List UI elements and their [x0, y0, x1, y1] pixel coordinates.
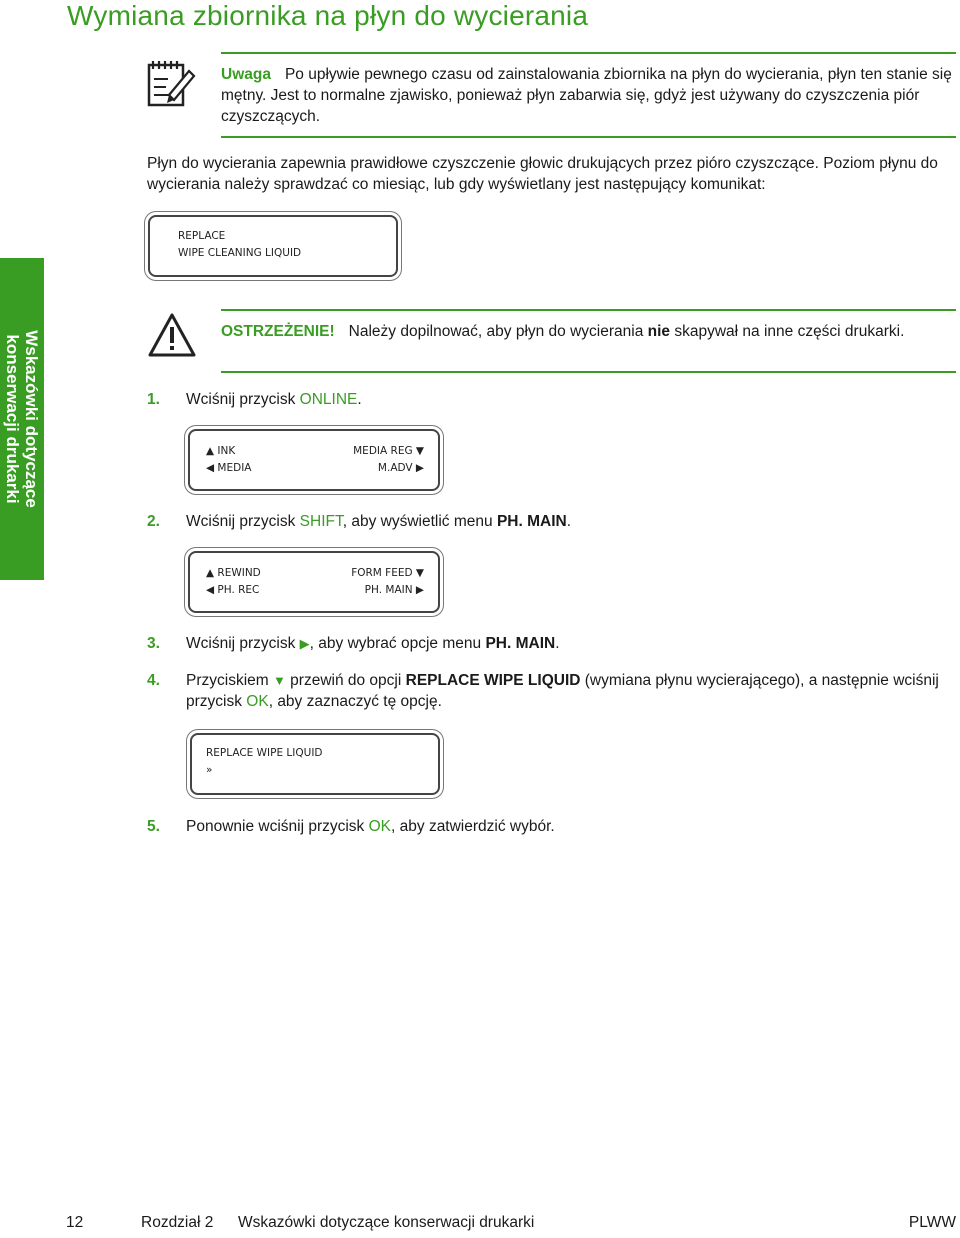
option-name: REPLACE WIPE LIQUID [405, 672, 581, 689]
note-text: Po upływie pewnego czasu od zainstalowania zbiornika na płyn do wycierania, płyn ten stanie się mętny. Jest to normalne zjawisko, ponieważ płyn zabarwia się, gdyż jest używany do czyszczenia piór czyszczących. [221, 66, 952, 125]
key-shift: SHIFT [299, 513, 343, 530]
warning-text-bold: nie [647, 323, 671, 340]
lcd-line-2: WIPE CLEANING LIQUID [178, 247, 302, 259]
note-bottom-rule [221, 136, 956, 138]
side-tab-line-1: Wskazówki dotyczące [22, 330, 41, 508]
lcd-online-menu [188, 429, 440, 491]
note-label: Uwaga [221, 66, 271, 83]
step-text: . [555, 635, 560, 652]
lcd-bottom-right: PH. MAIN ▶ [364, 584, 424, 596]
warning-top-rule [221, 309, 956, 311]
warning-paragraph [221, 321, 956, 342]
lcd-replace-wipe-liquid [190, 733, 440, 795]
lcd-bottom-right: M.ADV ▶ [377, 462, 424, 474]
lcd-top-left: ▲ INK [206, 445, 236, 457]
step-text: . [566, 513, 571, 530]
step-text: . [357, 391, 362, 408]
warning-text-1: Należy dopilnować, aby płyn do wycierania [348, 323, 648, 340]
key-online: ONLINE [299, 391, 358, 408]
step-text: (wymiana płynu wycierającego), a następnie wciśnij przycisk [186, 672, 939, 710]
lcd-bottom-left: ◀ MEDIA [206, 462, 252, 474]
lcd-top-right: FORM FEED ▼ [351, 567, 424, 579]
lcd-line-2: » [206, 764, 213, 776]
step-text: , aby zatwierdzić wybór. [391, 818, 555, 835]
footer-chapter: Rozdział 2 [141, 1214, 214, 1231]
step-number: 1. [147, 391, 160, 408]
lcd-top-left: ▲ REWIND [206, 567, 261, 579]
step-text: , aby wybrać opcje menu [309, 635, 486, 652]
menu-name: PH. MAIN [485, 635, 556, 652]
warning-label: OSTRZEŻENIE! [221, 323, 335, 340]
lcd-shift-menu [188, 551, 440, 613]
lcd-line-1: REPLACE [178, 230, 226, 242]
step-number: 5. [147, 818, 160, 835]
step-number: 4. [147, 672, 160, 689]
warning-text-2: skapywał na inne części drukarki. [670, 323, 905, 340]
step-text: przewiń do opcji [285, 672, 406, 689]
key-ok: OK [246, 693, 269, 710]
step-text: Przyciskiem [186, 672, 273, 689]
footer-page-number: 12 [66, 1214, 84, 1231]
step-text: Wciśnij przycisk [186, 391, 300, 408]
lcd-bottom-left: ◀ PH. REC [206, 584, 260, 596]
right-arrow-icon: ▶ [299, 636, 310, 651]
warning-triangle-icon [147, 312, 197, 358]
footer-chapter-title: Wskazówki dotyczące konserwacji drukarki [238, 1214, 535, 1231]
step-text: , aby zaznaczyć tę opcję. [268, 693, 442, 710]
chapter-side-tab [0, 258, 44, 580]
step-number: 3. [147, 635, 160, 652]
footer-locale: PLWW [908, 1214, 956, 1231]
lcd-top-right: MEDIA REG ▼ [353, 445, 424, 457]
menu-name: PH. MAIN [496, 513, 567, 530]
step-text: , aby wyświetlić menu [342, 513, 497, 530]
step-text: Ponownie wciśnij przycisk [186, 818, 369, 835]
lcd-line-1: REPLACE WIPE LIQUID [206, 747, 323, 759]
warning-bottom-rule [221, 371, 956, 373]
step-text: Wciśnij przycisk [186, 635, 300, 652]
note-pencil-icon [145, 57, 197, 109]
key-ok: OK [368, 818, 392, 835]
step-text: Wciśnij przycisk [186, 513, 300, 530]
lcd-replace-message [148, 215, 398, 277]
note-paragraph [221, 64, 956, 127]
step-number: 2. [147, 513, 160, 530]
intro-paragraph: Płyn do wycierania zapewnia prawidłowe czyszczenie głowic drukujących przez pióro czyszczące. Poziom płynu do wycierania należy sprawdzać co miesiąc, lub gdy wyświetlany jest następujący komunikat: [147, 155, 938, 193]
page-title: Wymiana zbiornika na płyn do wycierania [67, 0, 589, 31]
down-arrow-icon: ▼ [272, 673, 286, 688]
side-tab-line-2: konserwacji drukarki [3, 334, 22, 504]
note-top-rule [221, 52, 956, 54]
